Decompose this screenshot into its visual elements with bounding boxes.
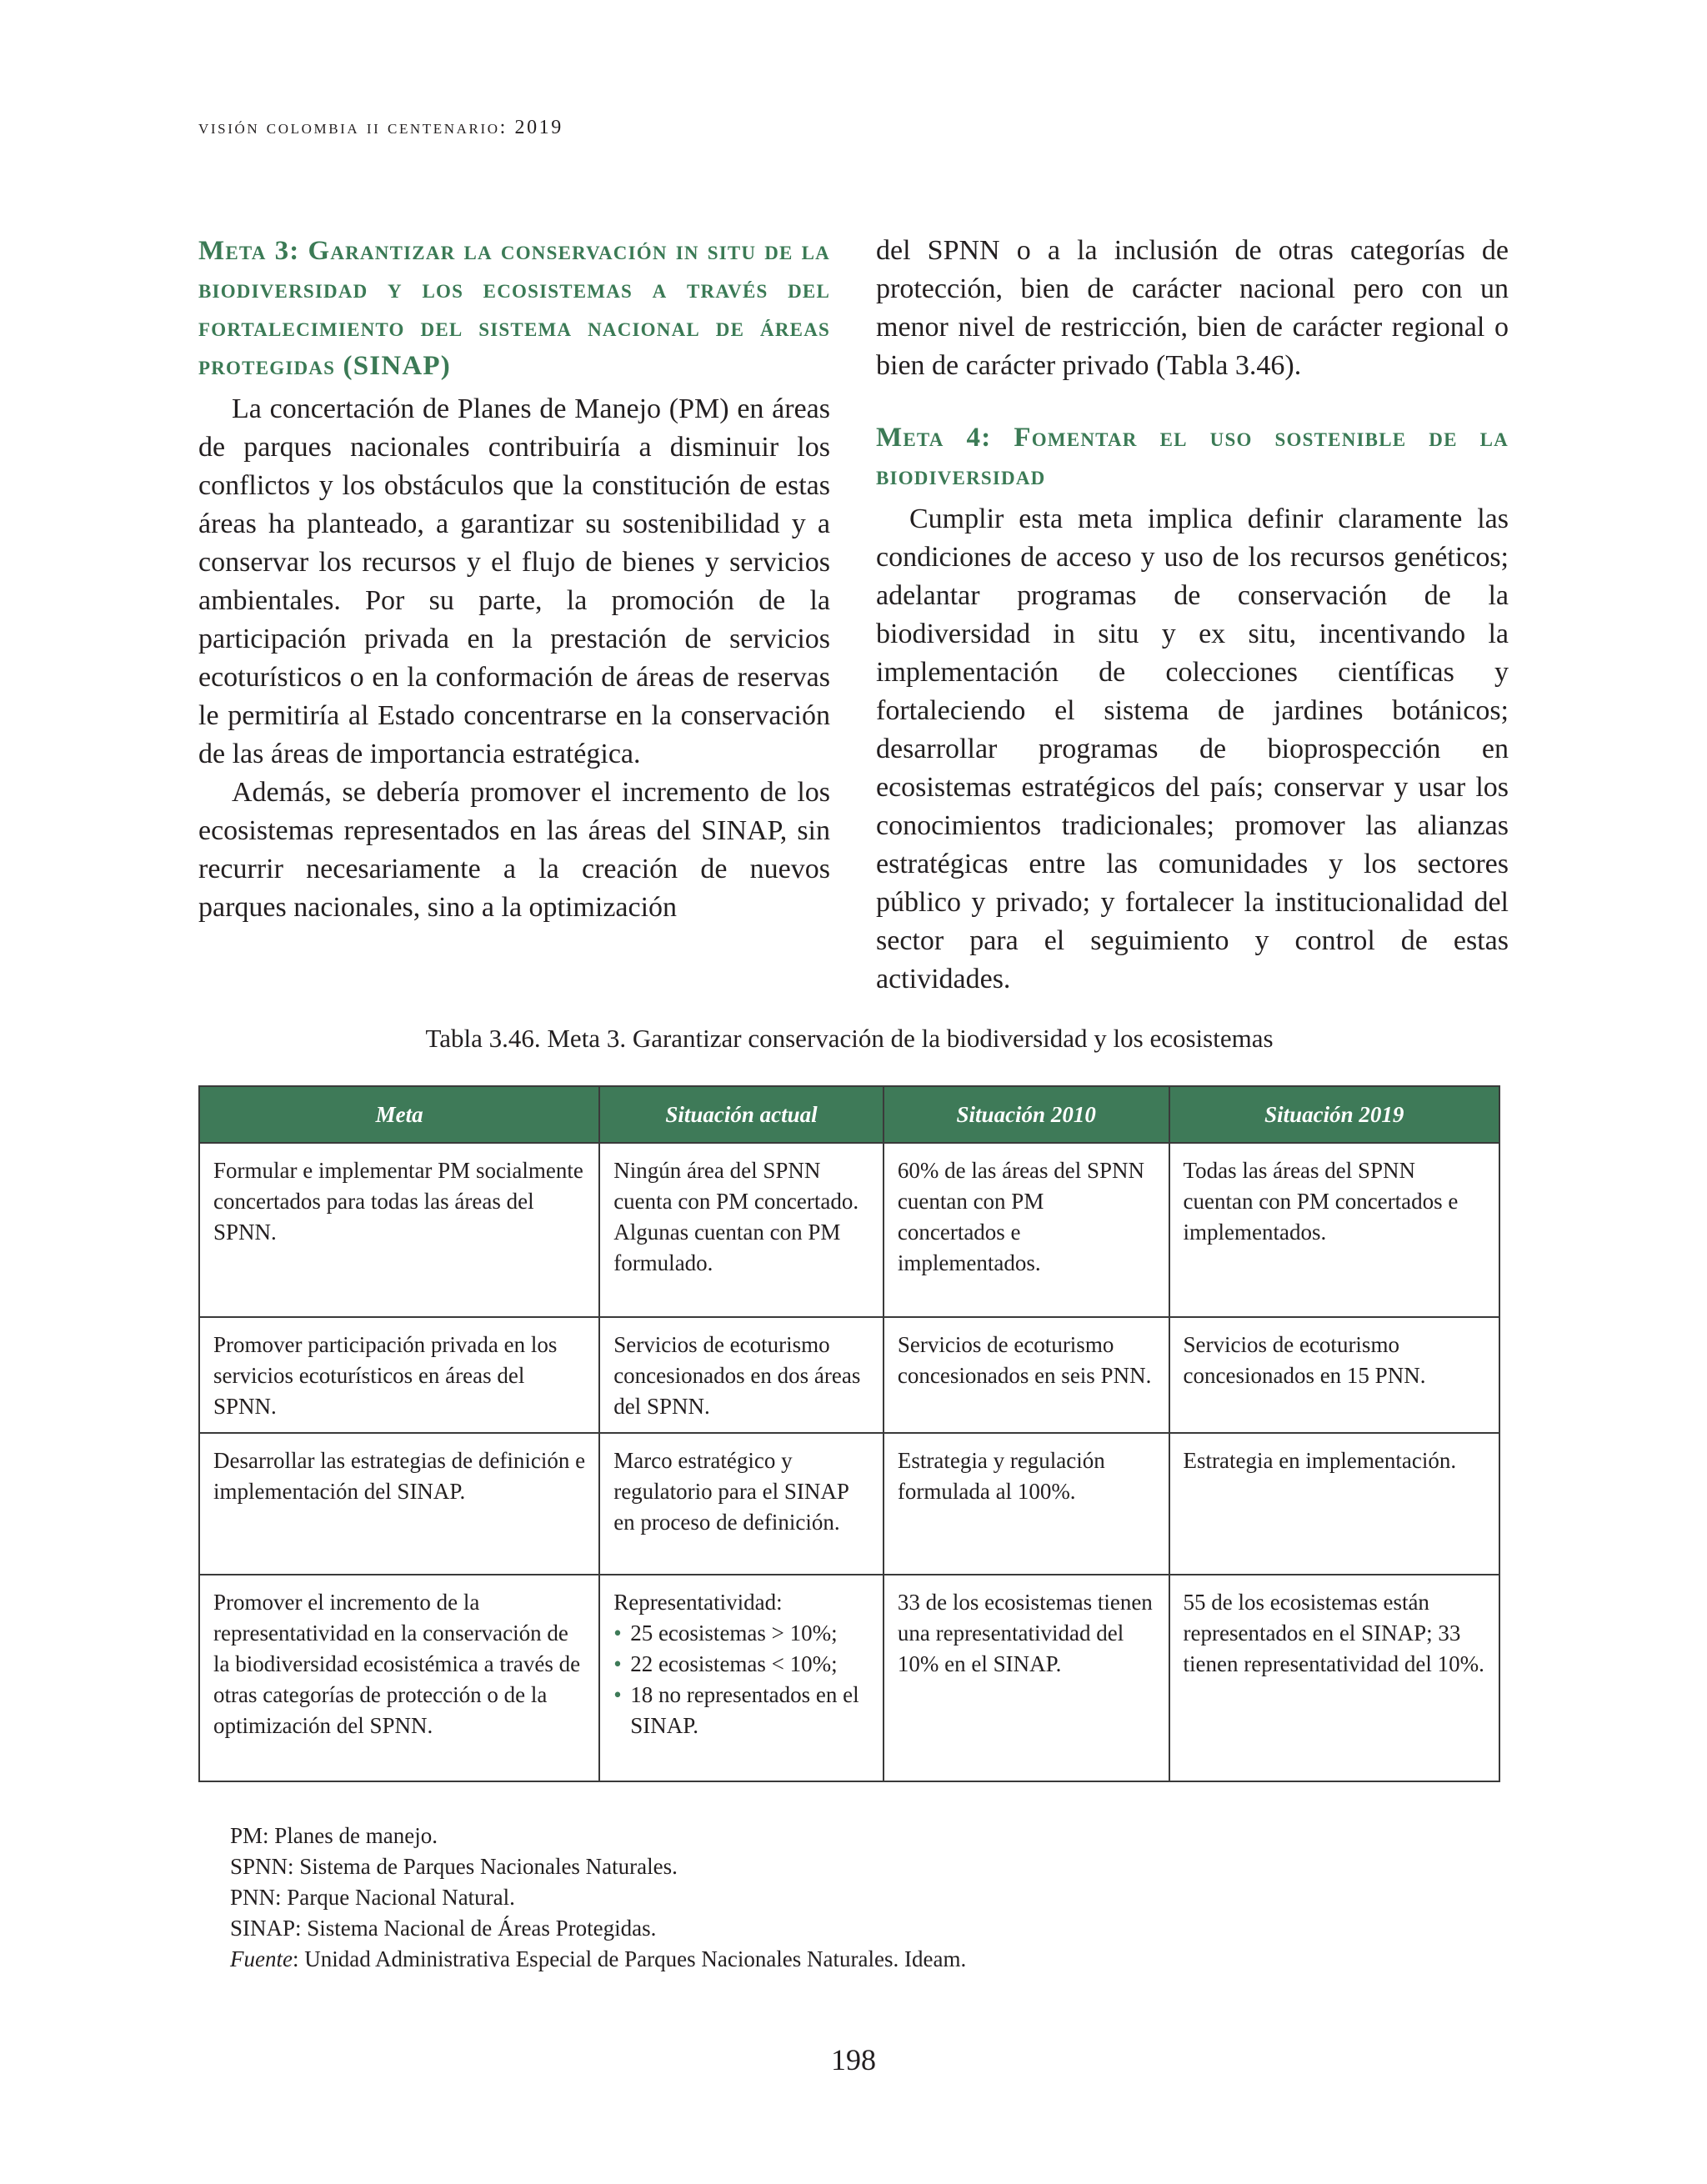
list-item-text: 22 ecosistemas < 10%; bbox=[630, 1651, 838, 1676]
table-cell: Estrategia y regulación formulada al 100%. bbox=[884, 1433, 1169, 1575]
bullet-icon: • bbox=[613, 1682, 622, 1707]
bullet-icon: • bbox=[613, 1651, 622, 1676]
table-cell: Servicios de ecoturismo concesionados en dos áreas del SPNN. bbox=[599, 1317, 884, 1433]
meta-3-heading: Meta 3: Garantizar la conservación in situ de la biodiversidad y los ecosistemas a través del fortalecimiento del sistema nacional de áreas protegidas (SINAP) bbox=[198, 236, 830, 381]
source-text: : Unidad Administrativa Especial de Parques Nacionales Naturales. Ideam. bbox=[292, 1946, 967, 1971]
paragraph: La concertación de Planes de Manejo (PM) en áreas de parques nacionales contribuiría a disminuir los conflictos y los obstáculos que la constitución de estas áreas ha planteado, a garantizar su sostenibilidad y a conservar los recursos y el flujo de bienes y servicios ambientales. Por su parte, la promoción de la participación privada en la prestación de servicios ecoturísticos o en la conformación de áreas de reservas le permitiría al Estado concentrarse en la conservación de las áreas de importancia estratégica. bbox=[198, 393, 830, 769]
table-cell-representatividad bbox=[599, 1575, 884, 1781]
table-cell: Servicios de ecoturismo concesionados en seis PNN. bbox=[884, 1317, 1169, 1433]
table-row bbox=[199, 1143, 1499, 1317]
table-cell: 55 de los ecosistemas están representados en el SINAP; 33 tienen representatividad del 10%. bbox=[1169, 1575, 1500, 1781]
right-column bbox=[876, 232, 1509, 999]
meta-table bbox=[198, 1085, 1500, 1782]
table-row bbox=[199, 1575, 1499, 1781]
table-cell: Servicios de ecoturismo concesionados en 15 PNN. bbox=[1169, 1317, 1500, 1433]
column-header: Situación 2010 bbox=[884, 1086, 1169, 1143]
table-header-row bbox=[199, 1086, 1499, 1143]
cell-intro: Representatividad: bbox=[613, 1590, 783, 1615]
left-column bbox=[198, 232, 830, 927]
column-header: Situación 2019 bbox=[1169, 1086, 1500, 1143]
bullet-list bbox=[613, 1618, 869, 1741]
table-caption: Tabla 3.46. Meta 3. Garantizar conservación de la biodiversidad y los ecosistemas bbox=[425, 1024, 1274, 1053]
list-item bbox=[613, 1649, 869, 1680]
running-header: visión colombia ii centenario: 2019 bbox=[198, 117, 563, 138]
paragraph-continuation: del SPNN o a la inclusión de otras categorías de protección, bien de carácter nacional pero con un menor nivel de restricción, bien de carácter regional o bien de carácter privado (Tabla 3.46). bbox=[876, 235, 1509, 381]
note-line: PM: Planes de manejo. bbox=[230, 1823, 438, 1848]
table-row bbox=[199, 1433, 1499, 1575]
table-cell: Marco estratégico y regulatorio para el SINAP en proceso de definición. bbox=[599, 1433, 884, 1575]
table-cell: Estrategia en implementación. bbox=[1169, 1433, 1500, 1575]
page-number: 198 bbox=[831, 2043, 876, 2076]
table-cell: 33 de los ecosistemas tienen una representatividad del 10% en el SINAP. bbox=[884, 1575, 1169, 1781]
list-item bbox=[613, 1618, 869, 1649]
table-cell: Todas las áreas del SPNN cuentan con PM concertados e implementados. bbox=[1169, 1143, 1500, 1317]
list-item bbox=[613, 1680, 869, 1741]
note-line: PNN: Parque Nacional Natural. bbox=[230, 1885, 515, 1910]
table-cell: Desarrollar las estrategias de definición e implementación del SINAP. bbox=[199, 1433, 599, 1575]
paragraph: Cumplir esta meta implica definir claramente las condiciones de acceso y uso de los recursos genéticos; adelantar programas de conservación de la biodiversidad in situ y ex situ, incentivando la implementación de colecciones científicas y fortaleciendo el sistema de jardines botánicos; desarrollar programas de bioprospección en ecosistemas estratégicos del país; conservar y usar los conocimientos tradicionales; promover las alianzas estratégicas entre las comunidades y los sectores público y privado; y fortalecer la institucionalidad del sector para el seguimiento y control de estas actividades. bbox=[876, 503, 1509, 994]
table-notes bbox=[230, 1821, 966, 1975]
source-label: Fuente bbox=[230, 1946, 293, 1971]
table-cell: 60% de las áreas del SPNN cuentan con PM concertados e implementados. bbox=[884, 1143, 1169, 1317]
bullet-icon: • bbox=[613, 1620, 622, 1646]
paragraph: Además, se debería promover el incremento de los ecosistemas representados en las áreas del SINAP, sin recurrir necesariamente a la creación de nuevos parques nacionales, sino a la optimización bbox=[198, 777, 830, 923]
list-item-text: 18 no representados en el SINAP. bbox=[630, 1682, 859, 1738]
table-cell: Promover el incremento de la representatividad en la conservación de la biodiversidad ecosistémica a través de otras categorías de protección o de la optimización del SPNN. bbox=[199, 1575, 599, 1781]
table-row bbox=[199, 1317, 1499, 1433]
note-line: SPNN: Sistema de Parques Nacionales Naturales. bbox=[230, 1854, 678, 1879]
table-cell: Promover participación privada en los servicios ecoturísticos en áreas del SPNN. bbox=[199, 1317, 599, 1433]
list-item-text: 25 ecosistemas > 10%; bbox=[630, 1620, 838, 1646]
table-cell: Ningún área del SPNN cuenta con PM concertado. Algunas cuentan con PM formulado. bbox=[599, 1143, 884, 1317]
source-line bbox=[230, 1944, 966, 1975]
note-line: SINAP: Sistema Nacional de Áreas Protegidas. bbox=[230, 1916, 657, 1941]
table-cell: Formular e implementar PM socialmente concertados para todas las áreas del SPNN. bbox=[199, 1143, 599, 1317]
column-header: Meta bbox=[199, 1086, 599, 1143]
meta-4-heading: Meta 4: Fomentar el uso sostenible de la biodiversidad bbox=[876, 423, 1509, 491]
column-header: Situación actual bbox=[599, 1086, 884, 1143]
